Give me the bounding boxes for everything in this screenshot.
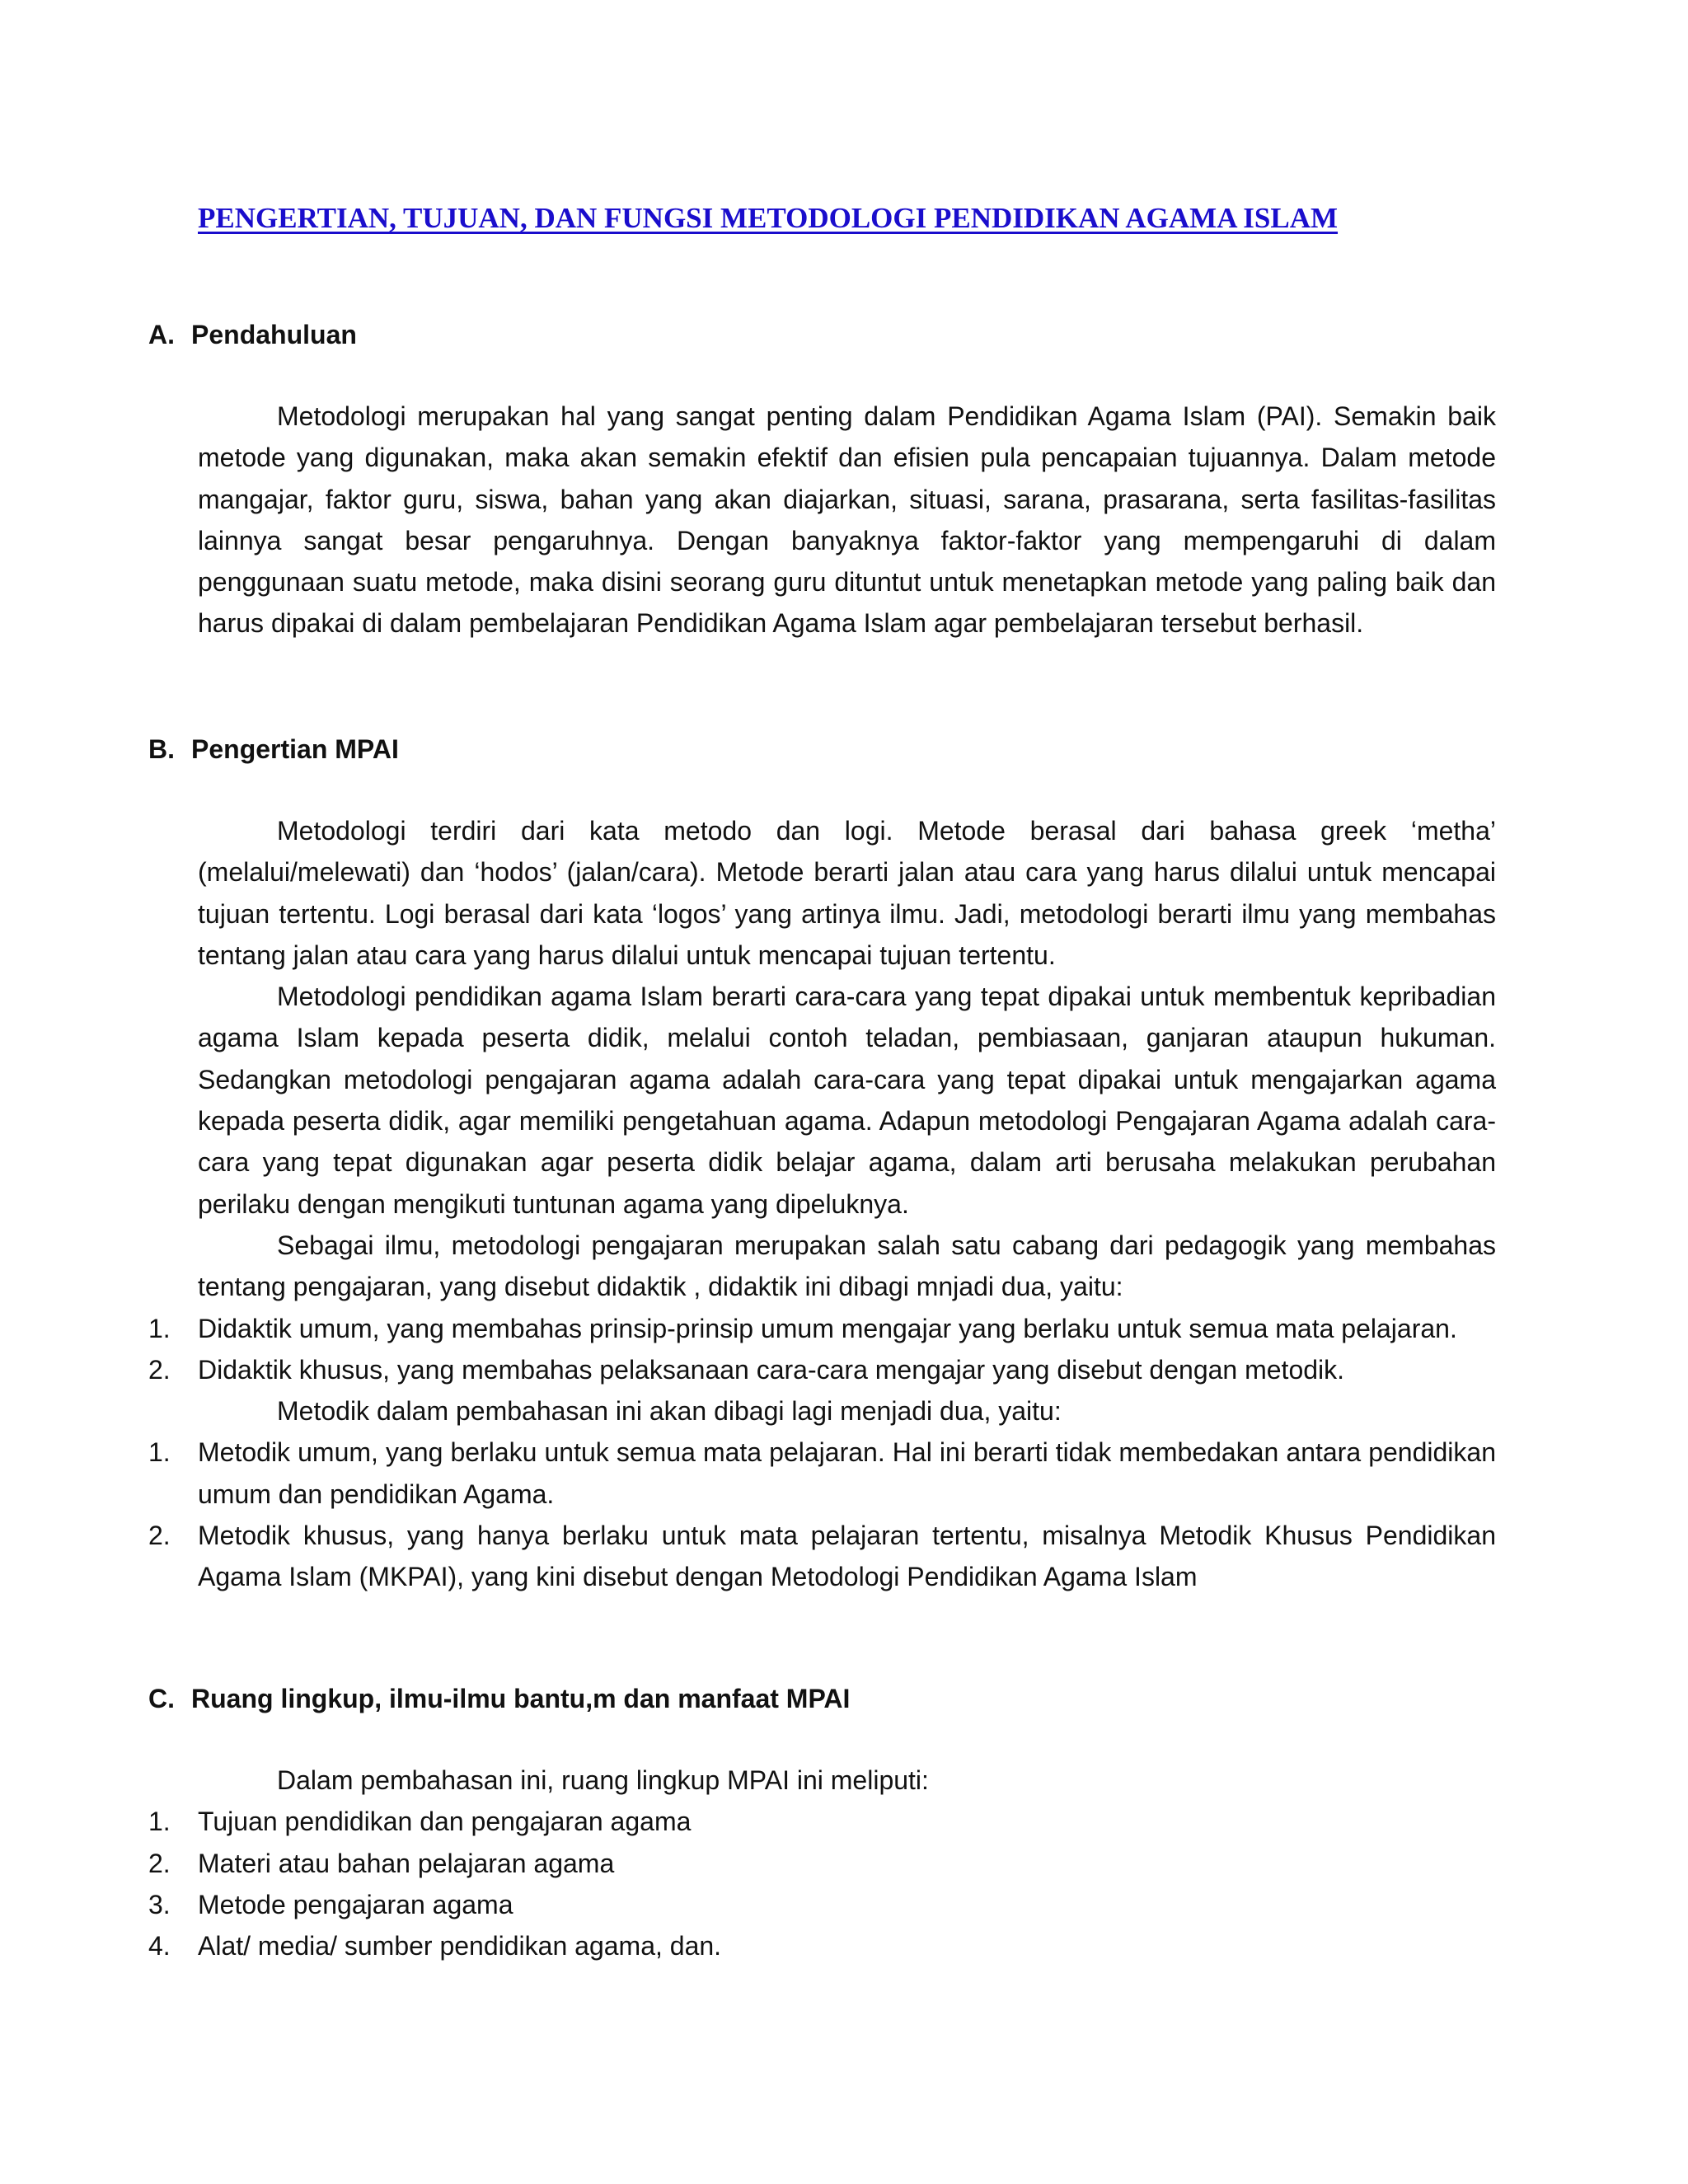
list-text: Alat/ media/ sumber pendidikan agama, dan. [198,1931,722,1961]
section-c-title: Ruang lingkup, ilmu-ilmu bantu,m dan manfaat MPAI [191,1684,851,1713]
list-item [148,1432,1496,1515]
section-a-body [198,396,1496,644]
list-text: Metodik umum, yang berlaku untuk semua mata pelajaran. Hal ini berarti tidak membedakan antara pendidikan umum dan pendidikan Agama. [198,1437,1496,1509]
section-b-title: Pengertian MPAI [191,734,399,764]
section-a-title: Pendahuluan [191,320,357,349]
list-number: 4. [148,1931,171,1961]
scope-list [148,1801,1496,1966]
section-b-letter: B. [148,734,175,764]
list-item [148,1349,1496,1390]
section-b-paragraph-1: Metodologi terdiri dari kata metodo dan logi. Metode berasal dari bahasa greek ‘metha’ (melalui/melewati) dan ‘hodos’ (jalan/cara). Metode berarti jalan atau cara yang harus dilalui untuk mencapai tujuan tertentu. Logi berasal dari kata ‘logos’ yang artinya ilmu. Jadi, metodologi berarti ilmu yang membahas tentang jalan atau cara yang harus dilalui untuk mencapai tujuan tertentu. [198,816,1496,970]
section-c-body [148,1760,1496,1966]
list-number: 1. [148,1807,171,1837]
didaktik-list [148,1308,1496,1391]
section-a-heading [148,316,357,354]
list-item [148,1925,1496,1966]
section-c-heading [148,1680,850,1718]
section-b-paragraph-2: Metodologi pendidikan agama Islam berarti cara-cara yang tepat dipakai untuk membentuk kepribadian agama Islam kepada peserta didik, melalui contoh teladan, pembiasaan, ganjaran ataupun hukuman. Sedangkan metodologi pengajaran agama adalah cara-cara yang tepat dipakai untuk mengajarkan agama kepada peserta didik, agar memiliki pengetahuan agama. Adapun metodologi Pengajaran Agama adalah cara-cara yang tepat digunakan agar peserta didik belajar agama, dalam arti berusaha melakukan perubahan perilaku dengan mengikuti tuntunan agama yang dipeluknya. [198,982,1496,1219]
list-text: Metode pengajaran agama [198,1889,513,1919]
metodik-intro: Metodik dalam pembahasan ini akan dibagi lagi menjadi dua, yaitu: [277,1396,1062,1427]
list-item [148,1801,1496,1842]
list-number: 1. [148,1437,171,1468]
section-a-paragraph: Metodologi merupakan hal yang sangat penting dalam Pendidikan Agama Islam (PAI). Semakin baik metode yang digunakan, maka akan semakin efektif dan efisien pula pencapaian tujuannya. Dalam metode mangajar, faktor guru, siswa, bahan yang akan diajarkan, situasi, sarana, prasarana, serta fasilitas-fasilitas lainnya sangat besar pengaruhnya. Dengan banyaknya faktor-faktor yang mempengaruhi di dalam penggunaan suatu metode, maka disini seorang guru dituntut untuk menetapkan metode yang paling baik dan harus dipakai di dalam pembelajaran Pendidikan Agama Islam agar pembelajaran tersebut berhasil. [198,401,1496,639]
section-b-paragraph-3: Sebagai ilmu, metodologi pengajaran merupakan salah satu cabang dari pedagogik yang membahas tentang pengajaran, yang disebut didaktik , didaktik ini dibagi mnjadi dua, yaitu: [198,1230,1496,1302]
list-number: 2. [148,1521,171,1551]
list-number: 2. [148,1848,171,1878]
list-item [148,1308,1496,1349]
list-number: 3. [148,1889,171,1919]
metodik-list [148,1432,1496,1597]
document-title: PENGERTIAN, TUJUAN, DAN FUNGSI METODOLOGI PENDIDIKAN AGAMA ISLAM [198,202,1339,234]
list-number: 2. [148,1354,171,1385]
list-number: 1. [148,1313,171,1343]
list-text: Tujuan pendidikan dan pengajaran agama [198,1807,692,1837]
list-item [148,1884,1496,1925]
list-text: Didaktik umum, yang membahas prinsip-prinsip umum mengajar yang berlaku untuk semua mata pelajaran. [198,1313,1457,1343]
section-b-body [148,810,1496,1598]
list-item [148,1843,1496,1884]
section-c-letter: C. [148,1684,175,1713]
list-text: Didaktik khusus, yang membahas pelaksanaan cara-cara mengajar yang disebut dengan metodik. [198,1354,1345,1385]
section-a-letter: A. [148,320,175,349]
section-b-heading [148,730,399,768]
list-text: Metodik khusus, yang hanya berlaku untuk mata pelajaran tertentu, misalnya Metodik Khusus Pendidikan Agama Islam (MKPAI), yang kini disebut dengan Metodologi Pendidikan Agama Islam [198,1521,1496,1592]
scope-intro: Dalam pembahasan ini, ruang lingkup MPAI ini meliputi: [277,1765,929,1795]
list-text: Materi atau bahan pelajaran agama [198,1848,615,1878]
list-item [148,1515,1496,1598]
